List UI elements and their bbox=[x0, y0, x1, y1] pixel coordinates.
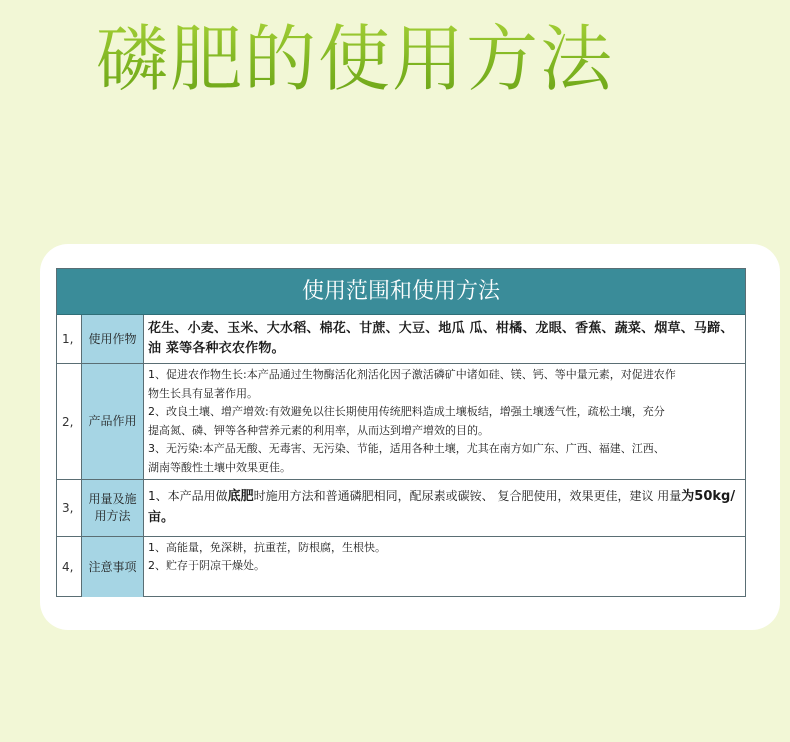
row-number: 2, bbox=[57, 364, 82, 479]
table-row bbox=[57, 364, 745, 480]
row-content bbox=[144, 480, 745, 536]
content-line: 2、改良土壤、增产增效:有效避免以往长期使用传统肥料造成土壤板结，增强土壤透气性，疏松土壤，充分 bbox=[148, 405, 665, 418]
row-number: 4, bbox=[57, 537, 82, 597]
row-number: 3, bbox=[57, 480, 82, 536]
content-bold: 底肥 bbox=[227, 489, 254, 504]
row-content: 花生、小麦、玉米、大水稻、棉花、甘蔗、大豆、地瓜 瓜、柑橘、龙眼、香蕉、蔬菜、烟草、马蹄、油 菜等各种衣农作物。 bbox=[148, 321, 734, 356]
table-row bbox=[57, 480, 745, 537]
table-header: 使用范围和使用方法 bbox=[57, 269, 745, 315]
table-row bbox=[57, 537, 745, 597]
row-label: 使用作物 bbox=[82, 315, 144, 363]
content-text: 时施用方法和普通磷肥相同，配尿素或碳铵、 复合肥使用，效果更佳，建议 用量 bbox=[253, 489, 682, 503]
content-line: 2、贮存于阴凉干燥处。 bbox=[148, 559, 265, 572]
content-text: 1、本产品用做 bbox=[148, 489, 228, 503]
table-row bbox=[57, 315, 745, 364]
row-content bbox=[144, 537, 745, 597]
page-title: 磷肥的使用方法 bbox=[96, 14, 614, 104]
row-label: 用量及施用方法 bbox=[82, 480, 144, 536]
usage-table bbox=[56, 268, 746, 597]
row-label: 产品作用 bbox=[82, 364, 144, 479]
content-bold: 为50kg/亩。 bbox=[148, 489, 736, 525]
content-line: 1、高能量，免深耕，抗重茬，防根腐，生根快。 bbox=[148, 541, 386, 554]
content-line: 提高氮、磷、钾等各种营养元素的利用率，从而达到增产增效的目的。 bbox=[148, 423, 489, 437]
row-content bbox=[144, 364, 745, 479]
content-line: 1、促进农作物生长:本产品通过生物酶活化剂活化因子激活磷矿中诸如硅、镁、钙、等中量元素，对促进农作 bbox=[148, 368, 676, 381]
row-label: 注意事项 bbox=[82, 537, 144, 597]
content-line: 物生长具有显著作用。 bbox=[148, 386, 258, 400]
content-line: 湖南等酸性土壤中效果更佳。 bbox=[148, 460, 291, 474]
row-number: 1, bbox=[57, 315, 82, 363]
content-line: 3、无污染:本产品无酸、无毒害、无污染、节能，适用各种土壤，尤其在南方如广东、广西、福建、江西、 bbox=[148, 442, 665, 455]
